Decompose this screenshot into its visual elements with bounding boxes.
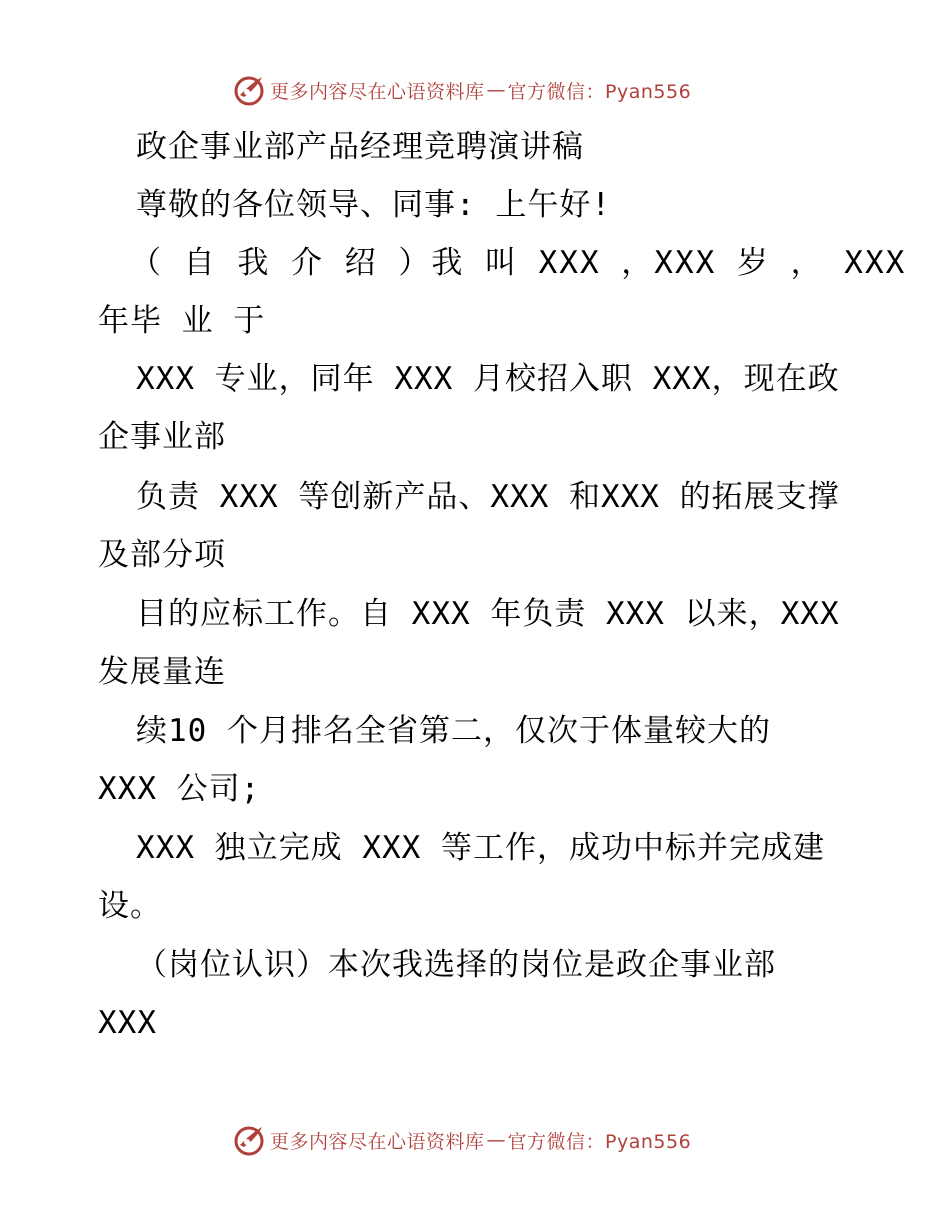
header-watermark (232, 72, 691, 108)
paragraph-line: 设。 (98, 888, 162, 924)
paragraph-line: XXX 专业，同年 XXX 月校招入职 XXX，现在政 (136, 361, 840, 397)
paragraph-line: XXX 独立完成 XXX 等工作，成功中标并完成建 (136, 830, 825, 866)
paragraph-line: 年毕 业 于 (98, 303, 266, 339)
footer-watermark (232, 1122, 691, 1158)
quill-seal-icon (232, 1123, 266, 1157)
paragraph-line: 目的应标工作。自 XXX 年负责 XXX 以来，XXX (136, 596, 840, 632)
paragraph-line: 及部分项 (98, 537, 226, 573)
watermark-text: 更多内容尽在心语资料库 (270, 1130, 485, 1153)
paragraph-line: （ 自 我 介 绍 ）我 叫 XXX ，XXX 岁 ， XXX (130, 245, 907, 281)
salutation: 尊敬的各位领导、同事: 上午好! (136, 187, 611, 223)
watermark-suffix: 官方微信：Pyan556 (507, 80, 692, 103)
paragraph-line: （岗位认识）本次我选择的岗位是政企事业部 (136, 947, 776, 983)
paragraph-line: XXX (98, 1005, 157, 1041)
paragraph-line: 发展量连 (98, 654, 226, 690)
document-title: 政企事业部产品经理竞聘演讲稿 (136, 129, 584, 165)
paragraph-line: 负责 XXX 等创新产品、XXX 和XXX 的拓展支撑 (136, 479, 840, 515)
paragraph-line: 续10 个月排名全省第二，仅次于体量较大的 (136, 713, 771, 749)
watermark-dash: — (486, 79, 506, 101)
watermark-suffix: 官方微信：Pyan556 (507, 1130, 692, 1153)
quill-seal-icon (232, 73, 266, 107)
watermark-text: 更多内容尽在心语资料库 (270, 80, 485, 103)
watermark-dash: — (486, 1129, 506, 1151)
paragraph-line: 企事业部 (98, 419, 226, 455)
paragraph-line: XXX 公司; (98, 771, 261, 807)
